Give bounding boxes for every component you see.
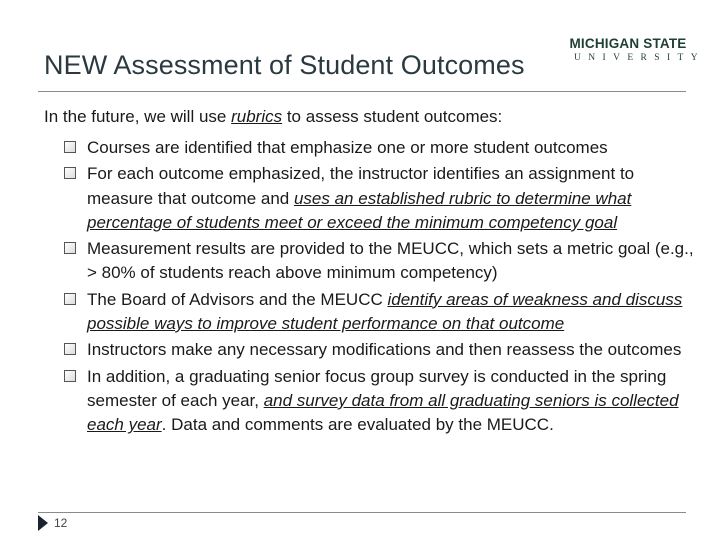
logo-line-1: MICHIGAN STATE [569, 36, 687, 51]
emphasized-text: and survey data from all graduating seniors is collected each year [87, 390, 679, 435]
header-divider [38, 91, 686, 92]
bullet-text: The Board of Advisors and the MEUCC [87, 289, 388, 309]
bullet-text: . Data and comments are evaluated by the MEUCC. [161, 415, 554, 435]
emphasized-text: uses an established rubric to determine what percentage of students meet or exceed the minimum competency goal [87, 188, 632, 232]
bullet-item [64, 338, 704, 362]
emphasized-text: identify areas of weakness and discuss possible ways to improve student performance on that outcome [87, 289, 683, 333]
msu-logo [568, 36, 705, 63]
intro-before: In the future, we will use [44, 107, 232, 126]
footer-arrow-icon [38, 515, 48, 531]
bullet-text: Measurement results are provided to the MEUCC, which sets a metric goal (e.g., > 80% of students reach above minimum competency) [87, 239, 694, 283]
bullet-text: Courses are identified that emphasize one or more student outcomes [87, 138, 608, 157]
rubrics-emphasis: rubrics [231, 107, 283, 126]
checkbox-bullet-icon [64, 370, 76, 382]
bullet-text: Instructors make any necessary modifications and then reassess the outcomes [87, 340, 682, 360]
checkbox-bullet-icon [64, 293, 76, 305]
bullet-text: In addition, a graduating senior focus group survey is conducted in the spring semester of each year, [87, 366, 667, 410]
intro-after: to assess student outcomes: [282, 107, 503, 126]
checkbox-bullet-icon [64, 343, 76, 355]
checkbox-bullet-icon [64, 141, 76, 153]
checkbox-bullet-icon [64, 167, 76, 179]
bullet-item [64, 162, 704, 235]
footer-divider [38, 512, 686, 513]
checkbox-bullet-icon [64, 242, 76, 254]
bullet-item [64, 365, 704, 438]
bullet-item [64, 288, 704, 336]
intro-text [44, 107, 502, 127]
bullet-item [64, 136, 704, 160]
logo-line-2: UNIVERSITY [574, 53, 705, 63]
bullet-item [64, 237, 704, 285]
page-number: 12 [54, 516, 68, 530]
bullet-text: For each outcome emphasized, the instructor identifies an assignment to measure that outcome and [87, 164, 635, 208]
bullet-list [64, 136, 704, 440]
slide-title: NEW Assessment of Student Outcomes [44, 50, 525, 80]
